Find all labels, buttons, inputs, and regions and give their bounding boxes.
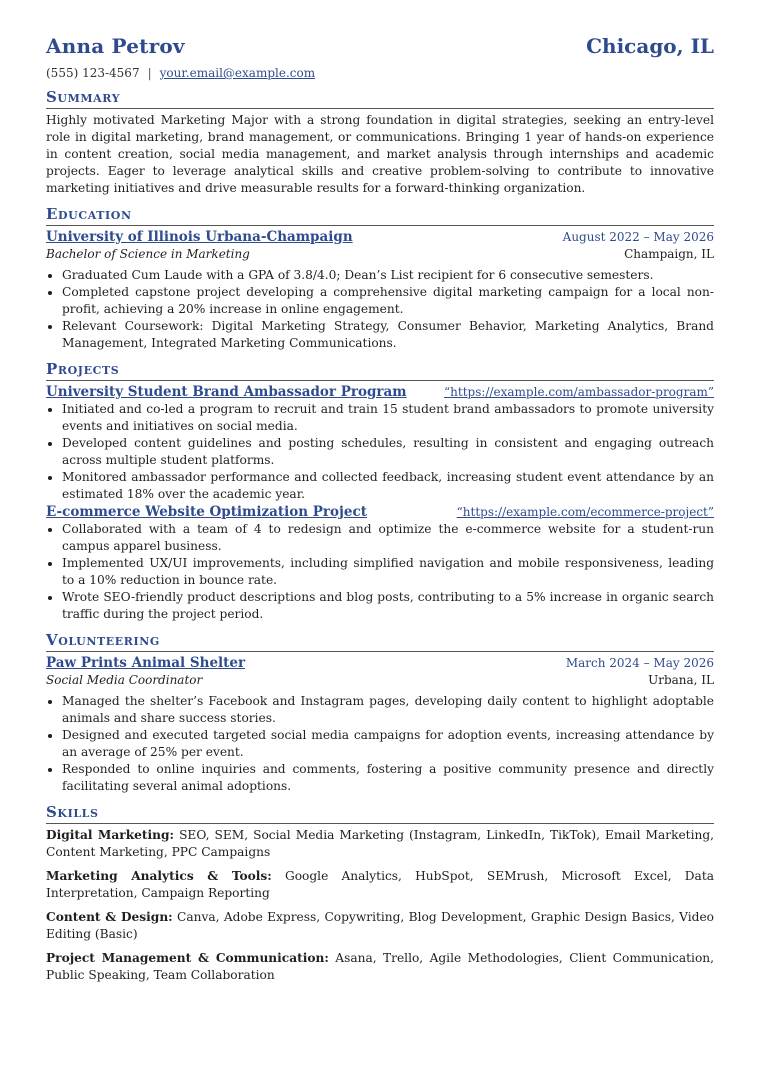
skill-label: Content & Design: (46, 910, 173, 924)
summary-heading: Summary (46, 88, 714, 109)
bullet-icon (48, 562, 52, 566)
list-item (46, 284, 714, 318)
skill-text: Google Analytics, HubSpot, SEMrush, Microsoft Excel, Data Interpretation, Campaign Reporting (46, 869, 714, 900)
list-item (46, 761, 714, 795)
skill-row (46, 909, 714, 943)
project-name[interactable]: E-commerce Website Optimization Project (46, 504, 367, 520)
project-bullets (46, 521, 714, 623)
volunteering-bullets (46, 693, 714, 795)
project-link[interactable]: “https://example.com/ecommerce-project” (456, 505, 714, 519)
education-entry-sub (46, 246, 714, 263)
skill-text: Canva, Adobe Express, Copywriting, Blog Development, Graphic Design Basics, Video Editing (Basic) (46, 910, 715, 941)
bullet-icon (48, 476, 52, 480)
list-item (46, 727, 714, 761)
bullet-text: Wrote SEO-friendly product descriptions and blog posts, contributing to a 5% increase in organic search traffic during the project period. (62, 590, 714, 621)
education-bullets (46, 267, 714, 352)
bullet-text: Collaborated with a team of 4 to redesign and optimize the e-commerce website for a student-run campus apparel business. (62, 522, 714, 553)
skill-row (46, 827, 714, 861)
project-name[interactable]: University Student Brand Ambassador Program (46, 384, 407, 400)
bullet-text: Implemented UX/UI improvements, including simplified navigation and mobile responsiveness, leading to a 10% reduction in bounce rate. (62, 556, 714, 587)
list-item (46, 469, 714, 503)
contact-line (46, 65, 714, 82)
volunteering-location: Urbana, IL (648, 673, 714, 687)
bullet-text: Monitored ambassador performance and collected feedback, increasing student event attendance by an estimated 18% over the academic year. (62, 470, 714, 501)
school-name[interactable]: University of Illinois Urbana-Champaign (46, 229, 353, 245)
list-item (46, 435, 714, 469)
skills-heading: Skills (46, 803, 714, 824)
bullet-icon (48, 528, 52, 532)
list-item (46, 589, 714, 623)
summary-text: Highly motivated Marketing Major with a strong foundation in digital strategies, seeking an entry-level role in digital marketing, brand management, or communications. Bringing 1 year of hands-on experience in content creation, social media management, and market analysis through internships and academic projects. Eager to leverage analytical skills and creative problem-solving to contribute to innovative marketing initiatives and drive measurable results for a forward-thinking organization. (46, 113, 714, 195)
degree: Bachelor of Science in Marketing (46, 247, 250, 261)
candidate-name: Anna Petrov (46, 34, 185, 58)
volunteering-entry-sub (46, 672, 714, 689)
bullet-text: Graduated Cum Laude with a GPA of 3.8/4.0; Dean’s List recipient for 6 consecutive semesters. (62, 268, 654, 282)
resume-header (46, 34, 714, 58)
skill-label: Digital Marketing: (46, 828, 175, 842)
bullet-icon (48, 408, 52, 412)
list-item (46, 555, 714, 589)
bullet-icon (48, 734, 52, 738)
skills-list (46, 827, 714, 984)
list-item (46, 318, 714, 352)
bullet-icon (48, 596, 52, 600)
project-header (46, 504, 714, 521)
email-link[interactable]: your.email@example.com (159, 66, 316, 80)
bullet-text: Initiated and co-led a program to recruit and train 15 student brand ambassadors to promote university events and initiatives on social media. (62, 402, 714, 433)
project-header (46, 384, 714, 401)
project-bullets (46, 401, 714, 503)
bullet-text: Developed content guidelines and posting schedules, resulting in consistent and engaging outreach across multiple student platforms. (62, 436, 714, 467)
skill-text: Asana, Trello, Agile Methodologies, Client Communication, Public Speaking, Team Collaboration (46, 951, 715, 982)
organization-name[interactable]: Paw Prints Animal Shelter (46, 655, 246, 671)
bullet-icon (48, 291, 52, 295)
bullet-text: Relevant Coursework: Digital Marketing Strategy, Consumer Behavior, Marketing Analytics, Brand Management, Integrated Marketing Communications. (62, 319, 714, 350)
bullet-icon (48, 768, 52, 772)
bullet-text: Completed capstone project developing a comprehensive digital marketing campaign for a local non-profit, achieving a 20% increase in online engagement. (62, 285, 714, 316)
education-heading: Education (46, 205, 714, 226)
phone-number: (555) 123-4567 (46, 66, 140, 80)
skill-label: Project Management & Communication: (46, 951, 329, 965)
bullet-text: Designed and executed targeted social media campaigns for adoption events, increasing attendance by an average of 25% per event. (62, 728, 714, 759)
volunteering-heading: Volunteering (46, 631, 714, 652)
bullet-icon (48, 274, 52, 278)
skill-text: SEO, SEM, Social Media Marketing (Instagram, LinkedIn, TikTok), Email Marketing, Content Marketing, PPC Campaigns (46, 828, 714, 859)
list-item (46, 693, 714, 727)
projects-heading: Projects (46, 360, 714, 381)
candidate-location: Chicago, IL (586, 34, 714, 58)
skill-row (46, 950, 714, 984)
bullet-icon (48, 325, 52, 329)
education-location: Champaign, IL (624, 247, 714, 261)
skill-label: Marketing Analytics & Tools: (46, 869, 272, 883)
education-entry-header (46, 229, 714, 246)
bullet-icon (48, 442, 52, 446)
list-item (46, 521, 714, 555)
bullet-icon (48, 700, 52, 704)
project-link[interactable]: “https://example.com/ambassador-program” (444, 385, 714, 399)
bullet-text: Responded to online inquiries and comments, fostering a positive community presence and directly facilitating several animal adoptions. (62, 762, 714, 793)
volunteering-dates: March 2024 – May 2026 (565, 656, 714, 670)
contact-separator: | (147, 66, 152, 80)
volunteering-entry-header (46, 655, 714, 672)
volunteer-role: Social Media Coordinator (46, 673, 203, 687)
list-item (46, 401, 714, 435)
bullet-text: Managed the shelter’s Facebook and Instagram pages, developing daily content to highlight adoptable animals and share success stories. (62, 694, 714, 725)
skill-row (46, 868, 714, 902)
education-dates: August 2022 – May 2026 (562, 230, 714, 244)
list-item (46, 267, 714, 284)
